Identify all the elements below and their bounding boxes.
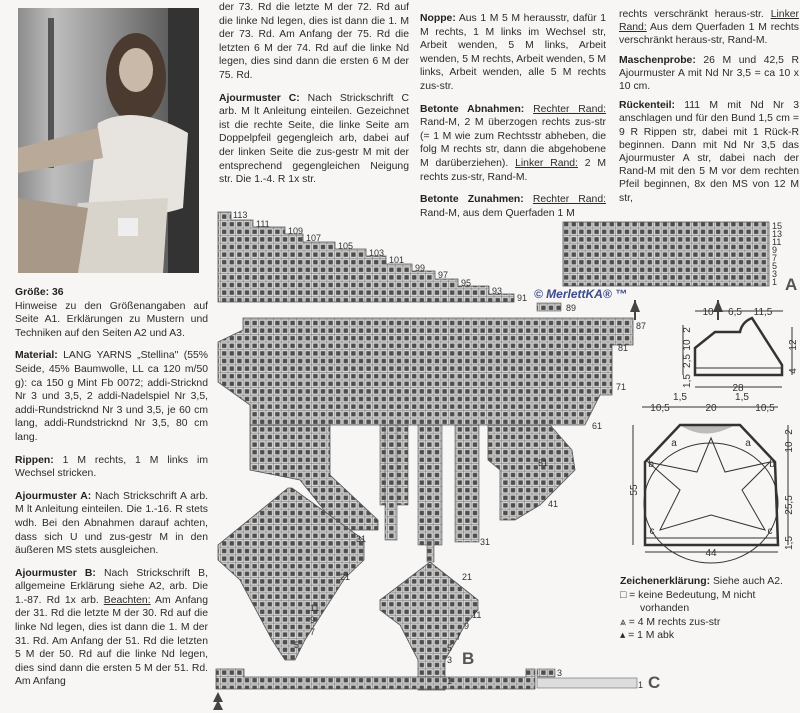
chart-b-row-number: 81 [618,343,629,353]
zunahmen-continued: rechts verschränkt heraus-str. [619,9,764,20]
chart-b-row-number: 51 [538,458,549,468]
chart-c-row-3 [537,669,555,677]
body-left-height: 55 [629,484,640,496]
body-r2: 10 [784,441,795,453]
zunahmen-label: Betonte Zunahmen: [420,194,524,206]
ajour-b-text: Nach Strickschrift B, allgemeine Erklärung siehe A2, arb. Die 1.-87. Rd 1x arb. [15,567,208,606]
body-r3: 25,5 [784,495,795,515]
abnahmen-text: Rand-M, 2 M überzogen rechts zus-str (= 1 M wie zum Rechtsstr abheben, die folg M rechts str, dann die abgehobene M darüberziehen). [420,117,606,169]
chart-b-row-number: 89 [566,303,577,313]
ajour-b-continued: der 73. Rd die letzte M der 72. Rd auf die linke Nd legen, dies ist dann die 1. M der 73. Rd. Am Anfang der 75. Rd die letzten 6 M der 74. Rd auf die linke Nd legen, dies sind dann die ersten 6 M der 75. Rd. [219,2,409,81]
chart-b-row-number: 61 [592,421,603,431]
chart-b-row-number: 105 [338,241,354,251]
body-mark-a1: a [671,438,677,449]
chart-b-row-number: 11 [472,610,482,620]
chart-b-strip [385,425,397,540]
size-heading: Größe: 36 [15,287,64,298]
body-w1: 10,5 [650,403,670,414]
sleeve-h3: 2,5 [682,354,693,368]
abnahmen-label: Betonte Abnahmen: [420,103,525,115]
rippen-text: 1 M rechts, 1 M links im Wechsel stricken. [15,454,208,480]
chart-b-row-number: 99 [415,263,426,273]
chart-b-row-number: 9 [310,615,316,625]
sleeve-h-right1: 12 [788,339,799,351]
chart-a-label: A [785,275,798,294]
ajour-c-label: Ajourmuster C: [219,92,300,104]
body-bottom: 44 [705,548,717,559]
bind-off-icon: ▴ [620,630,626,642]
rechter-rand-label: Rechter Rand: [533,103,607,115]
abnahmen-text-2: 2 M rechts zus-str, Rand-M. [420,157,607,183]
chart-a-row-number: 9 [772,245,778,255]
ajour-b-label: Ajourmuster B: [15,567,96,579]
chart-b-strip [455,425,479,542]
sleeve-h1: 2 [682,327,693,333]
material-label: Material: [15,350,58,362]
size-text: Hinweise zu den Größenangaben auf Seite A1. Erklärungen zu Mustern und Techniken auf den Seiten A2 und A3. [15,300,208,339]
body-r1: 2 [784,429,795,435]
chart-b-strip [488,425,575,520]
chart-b-row-number: 111 [256,219,270,229]
ajour-b-text-2: Am Anfang der 31. Rd die letzte M der 30. Rd auf die linke Nd legen, dies ist dann die 1. M der 31. Rd. Am Anfang der 51. Rd die letzten 5 M der 50. Rd auf die linke Nd legen, dies sind dann die ersten 5 M der 51. Rd. Am Anfang [15,594,208,688]
chart-b-row-number: 21 [340,572,351,582]
chart-b-label: B [462,649,475,668]
ruecken-label: Rückenteil: [619,100,676,112]
noppe-text: Aus 1 M 5 M herausstr, dafür 1 M rechts, 1 M links im Wechsel str, Arbeit wenden, 5 M links, Arbeit wenden, 5 M rechts, Arbeit wenden, 5 M links, Arbeit wenden, alle 5 M rechts zus-str. [420,13,606,92]
sleeve-h2: 10 [682,339,693,351]
legend-text-2: vorhanden [640,603,690,615]
chart-c-row-1 [537,678,637,688]
legend-text: = 1 M abk [628,630,675,642]
chart-b-row-number: 11 [310,603,320,613]
legend [620,575,783,643]
chart-b-row-number: 5 [447,643,453,653]
sleeve-w1: 10 [702,307,714,318]
body-mark-c1: c [649,526,655,537]
chart-b-row-number: 7 [456,632,462,642]
chart-b-row-89 [537,303,561,311]
body-schematic [633,407,788,563]
chart-b-row-number: 97 [438,270,449,280]
chart-a-row-number: 3 [772,269,778,279]
sleeve-h4: 1,5 [682,374,693,388]
chart-b-row-number: 21 [462,572,473,582]
legend-text: = 4 M rechts zus-str [628,616,721,628]
chart-a-row-number: 1 [772,277,778,287]
chart-b-row-number: 31 [480,537,491,547]
chart-b-row-number: 95 [461,278,472,288]
ajour-a-label: Ajourmuster A: [15,490,92,502]
linker-rand-label-2: Linker Rand: [619,9,800,34]
chart-c-row-number: 3 [557,668,563,678]
rechter-rand-label-2: Rechter Rand: [532,194,607,206]
ajour-c-text: Nach Strickschrift C arb. M lt Anleitung einteilen. Gezeichnet ist die rechte Seite, die linke Seite am Doppelpfeil gegengleich arb, dabei auf der linken Seite die zus-gestr M mit der entsprechend gegengleichen Neigung str. Die 1.-4. R 1x str. [219,92,409,186]
maschenprobe-label: Maschenprobe: [619,54,696,66]
chart-b-row-number: 113 [233,210,248,220]
chart-c-row-number: 1 [638,680,644,690]
chart-b-row-number: 1 [447,676,453,686]
chart-b-row-number: 9 [464,621,470,631]
chart-b-row-number: 93 [492,286,503,296]
chart-b-row-number: 3 [447,655,453,665]
chart-b-row-number: 41 [548,499,559,509]
chart-a-row-number: 5 [772,261,778,271]
sleeve-w2: 6,5 [728,307,742,318]
noppe-label: Noppe: [420,13,456,24]
legend-text: = keine Bedeutung, M nicht [629,589,756,601]
sleeve-schematic [683,311,792,387]
empty-square-icon: □ [620,589,627,601]
chart-c [216,669,535,689]
chart-b-row-number: 71 [616,382,627,392]
chart-a [563,222,769,286]
chart-b-row-number: 7 [310,627,316,637]
legend-item [620,589,783,603]
chart-b-row-number: 5 [294,640,300,650]
body-mark-b2: b [769,459,775,470]
chart-b-row-number: 101 [389,255,405,265]
body-mark-b1: b [648,459,654,470]
decrease-4-icon: ⩓ [620,616,626,628]
chart-a-row-number: 7 [772,253,778,263]
double-arrow-icon [213,692,223,710]
ruecken-text: 111 M mit Nd Nr 3 anschlagen und für den Bund 1,5 cm = 9 R Rippen str, dabei mit 1 Rück-R beginnen. Dann mit Nd Nr 3,5 das Ajourmuster A str, dabei nach der Rand-M mit den 5 M vor dem rechten Pfeil beginnen, 8x den MS von 12 M str, [619,100,799,204]
sleeve-bottom: 28 [732,383,744,394]
zunahmen-continued-2: Aus dem Querfaden 1 M rechts verschränkt heraus-str, Rand-M. [619,22,799,47]
chart-a-row-number: 15 [772,221,783,231]
chart-b-row-number: 109 [288,226,304,236]
body-w2: 20 [705,403,717,414]
legend-item [620,616,783,630]
copyright-watermark: © MerlettKA® ™ [534,287,628,301]
ajour-a-text: Nach Strickschrift A arb. M lt Anleitung einteilen. Die 1.-16. R stets wdh. Bei den Abnahmen darauf achten, dass sich U und zus-gestr M in den äußeren MS stets ausgleichen. [15,490,208,557]
material-text: LANG YARNS „Stellina" (55% Seide, 45% Baumwolle, LL ca 120 m/50 g): ca 150 g Mint Fb 0072; addi-Stricknd Nr 3 und 3,5, 2 addi-Nadelspiel Nr 3,5, addi-Rundstricknd Nr 3 und 3,5, je 60 cm lang, addi-Rundstricknd Nr 3,5, 80 cm lang. [15,350,209,443]
chart-b-row-number: 31 [356,534,367,544]
body-t1: 1,5 [673,392,687,403]
chart-b-row-number: 91 [517,293,528,303]
chart-c-label: C [648,673,661,692]
chart-b-row-number: 103 [369,248,385,258]
chart-b-row-number: 87 [636,321,647,331]
chart-a-row-number: 11 [772,237,782,247]
chart-b-band [218,318,633,425]
linker-rand-label: Linker Rand: [515,157,578,169]
zunahmen-text: Rand-M, aus dem Querfaden 1 M [420,207,575,219]
body-w3: 10,5 [755,403,775,414]
chart-b-strip [418,425,442,545]
maschenprobe-text: 26 M und 42,5 R Ajourmuster A mit Nd Nr 3,5 = ca 10 x 10 cm. [619,54,800,93]
body-t2: 1,5 [735,392,749,403]
body-r4: 1,5 [784,536,795,550]
legend-title: Zeichenerklärung: [620,576,711,587]
rippen-label: Rippen: [15,454,54,466]
legend-item [620,629,783,643]
beachten-label: Beachten: [103,594,151,606]
body-mark-c2: c [767,526,773,537]
sleeve-w3: 11,5 [753,307,773,318]
chart-b-stem [427,540,434,562]
chart-a-row-number: 13 [772,229,783,239]
body-mark-a2: a [745,438,751,449]
sleeve-h-right2: 4 [788,368,799,374]
legend-title-rest: Siehe auch A2. [712,576,783,587]
chart-b-row-number: 107 [306,233,322,243]
